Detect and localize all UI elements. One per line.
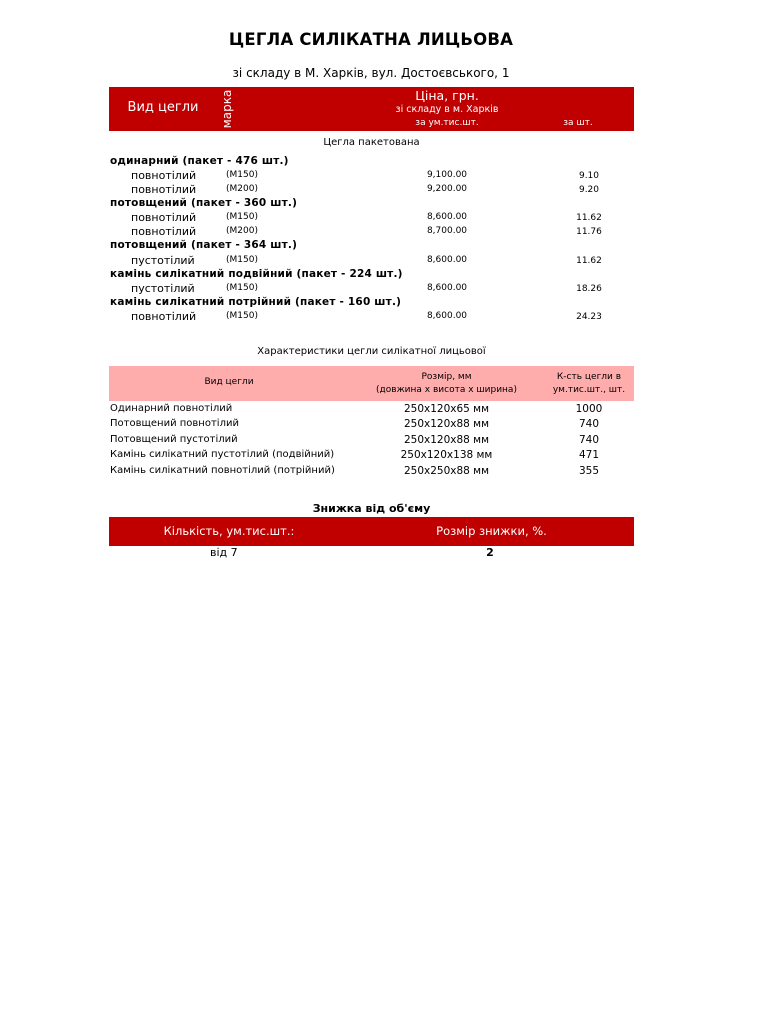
qty-label-line-2: ум.тис.шт., шт. xyxy=(552,385,626,395)
header-per-piece-label: за шт. xyxy=(563,118,593,128)
discount-size-label: Розмір знижки, %. xyxy=(436,524,547,538)
char-brick-name: Одинарний повнотілий xyxy=(110,403,233,414)
header-type-label: Вид цегли xyxy=(127,100,199,115)
price-per-thousand: 9,100.00 xyxy=(426,170,468,180)
price-per-piece: 9.20 xyxy=(578,185,600,195)
discount-header xyxy=(109,517,634,546)
discount-from-label: від 7 xyxy=(210,546,238,559)
price-row xyxy=(0,211,768,225)
char-brick-name: Потовщений повнотілий xyxy=(110,418,239,429)
page-title: ЦЕГЛА СИЛІКАТНА ЛИЦЬОВА xyxy=(228,30,514,49)
char-brick-qty: 740 xyxy=(578,434,600,446)
price-per-piece: 11.76 xyxy=(576,227,602,237)
price-per-thousand: 8,700.00 xyxy=(426,226,468,236)
brick-name: повнотілий xyxy=(131,183,197,196)
characteristics-title: Характеристики цегли силікатної лицьової xyxy=(257,346,486,357)
price-per-thousand: 8,600.00 xyxy=(426,212,468,222)
brick-grade: (М150) xyxy=(226,255,258,265)
brick-name: повнотілий xyxy=(131,169,197,182)
char-brick-name: Камінь силікатний повнотілий (потрійний) xyxy=(110,465,335,476)
discount-value: 2 xyxy=(486,546,494,559)
price-per-piece: 18.26 xyxy=(576,284,602,294)
group-row xyxy=(0,197,768,211)
price-row xyxy=(0,310,768,324)
price-per-thousand: 8,600.00 xyxy=(426,283,468,293)
char-brick-name: Потовщений пустотілий xyxy=(110,434,238,445)
price-per-thousand: 9,200.00 xyxy=(426,184,468,194)
price-per-piece: 9.10 xyxy=(578,171,600,181)
char-brick-size: 250х250х88 мм xyxy=(403,465,490,477)
size-label-line-2: (довжина х висота х ширина) xyxy=(376,385,517,395)
group-row xyxy=(0,268,768,282)
header-warehouse-label: зі складу в м. Харків xyxy=(395,104,499,115)
page-subtitle: зі складу в М. Харків, вул. Достоєвського, 1 xyxy=(232,66,510,80)
group-label: одинарний (пакет - 476 шт.) xyxy=(110,155,289,167)
brick-name: пустотілий xyxy=(131,254,195,267)
price-per-piece: 11.62 xyxy=(576,213,602,223)
char-row xyxy=(0,418,768,433)
discount-title: Знижка від об'єму xyxy=(312,502,431,515)
char-brick-size: 250х120х65 мм xyxy=(403,403,490,415)
price-row xyxy=(0,282,768,296)
price-row xyxy=(0,183,768,197)
price-per-piece: 24.23 xyxy=(576,312,602,322)
char-header-size-label xyxy=(349,371,544,397)
discount-qty-label: Кількість, ум.тис.шт.: xyxy=(163,524,295,538)
brick-name: пустотілий xyxy=(131,282,195,295)
brick-grade: (М150) xyxy=(226,311,258,321)
char-row xyxy=(0,449,768,464)
char-brick-qty: 355 xyxy=(578,465,600,477)
char-brick-qty: 471 xyxy=(578,449,600,461)
brick-name: повнотілий xyxy=(131,211,197,224)
brick-grade: (М150) xyxy=(226,212,258,222)
char-brick-size: 250х120х138 мм xyxy=(400,449,493,461)
group-label: потовщений (пакет - 360 шт.) xyxy=(110,197,298,209)
header-marka-label: марка xyxy=(220,89,234,129)
qty-label-line-1: К-сть цегли в xyxy=(556,372,622,382)
char-brick-name: Камінь силікатний пустотілий (подвійний) xyxy=(110,449,335,460)
characteristics-header xyxy=(109,366,634,401)
char-brick-size: 250х120х88 мм xyxy=(403,418,490,430)
size-label-line-1: Розмір, мм xyxy=(421,372,472,382)
char-header-qty-label xyxy=(544,371,634,397)
brick-name: повнотілий xyxy=(131,225,197,238)
char-row xyxy=(0,403,768,418)
brick-grade: (М200) xyxy=(226,184,258,194)
group-row xyxy=(0,239,768,253)
price-row xyxy=(0,169,768,183)
section-label: Цегла пакетована xyxy=(323,137,420,148)
brick-grade: (М150) xyxy=(226,170,258,180)
price-table-header xyxy=(109,87,634,131)
char-brick-qty: 740 xyxy=(578,418,600,430)
group-label: камінь силікатний подвійний (пакет - 224 шт.) xyxy=(110,268,403,280)
char-row xyxy=(0,465,768,480)
group-label: камінь силікатний потрійний (пакет - 160 шт.) xyxy=(110,296,402,308)
char-row xyxy=(0,434,768,449)
brick-name: повнотілий xyxy=(131,310,197,323)
char-brick-size: 250х120х88 мм xyxy=(403,434,490,446)
group-row xyxy=(0,296,768,310)
price-per-piece: 11.62 xyxy=(576,256,602,266)
group-label: потовщений (пакет - 364 шт.) xyxy=(110,239,298,251)
group-row xyxy=(0,155,768,169)
char-header-type-label: Вид цегли xyxy=(204,377,254,387)
price-row xyxy=(0,254,768,268)
price-per-thousand: 8,600.00 xyxy=(426,255,468,265)
price-per-thousand: 8,600.00 xyxy=(426,311,468,321)
header-price-label: Ціна, грн. xyxy=(415,88,479,103)
price-row xyxy=(0,225,768,239)
char-brick-qty: 1000 xyxy=(575,403,603,415)
header-per-thousand-label: за ум.тис.шт. xyxy=(415,118,479,128)
brick-grade: (М150) xyxy=(226,283,258,293)
brick-grade: (М200) xyxy=(226,226,258,236)
